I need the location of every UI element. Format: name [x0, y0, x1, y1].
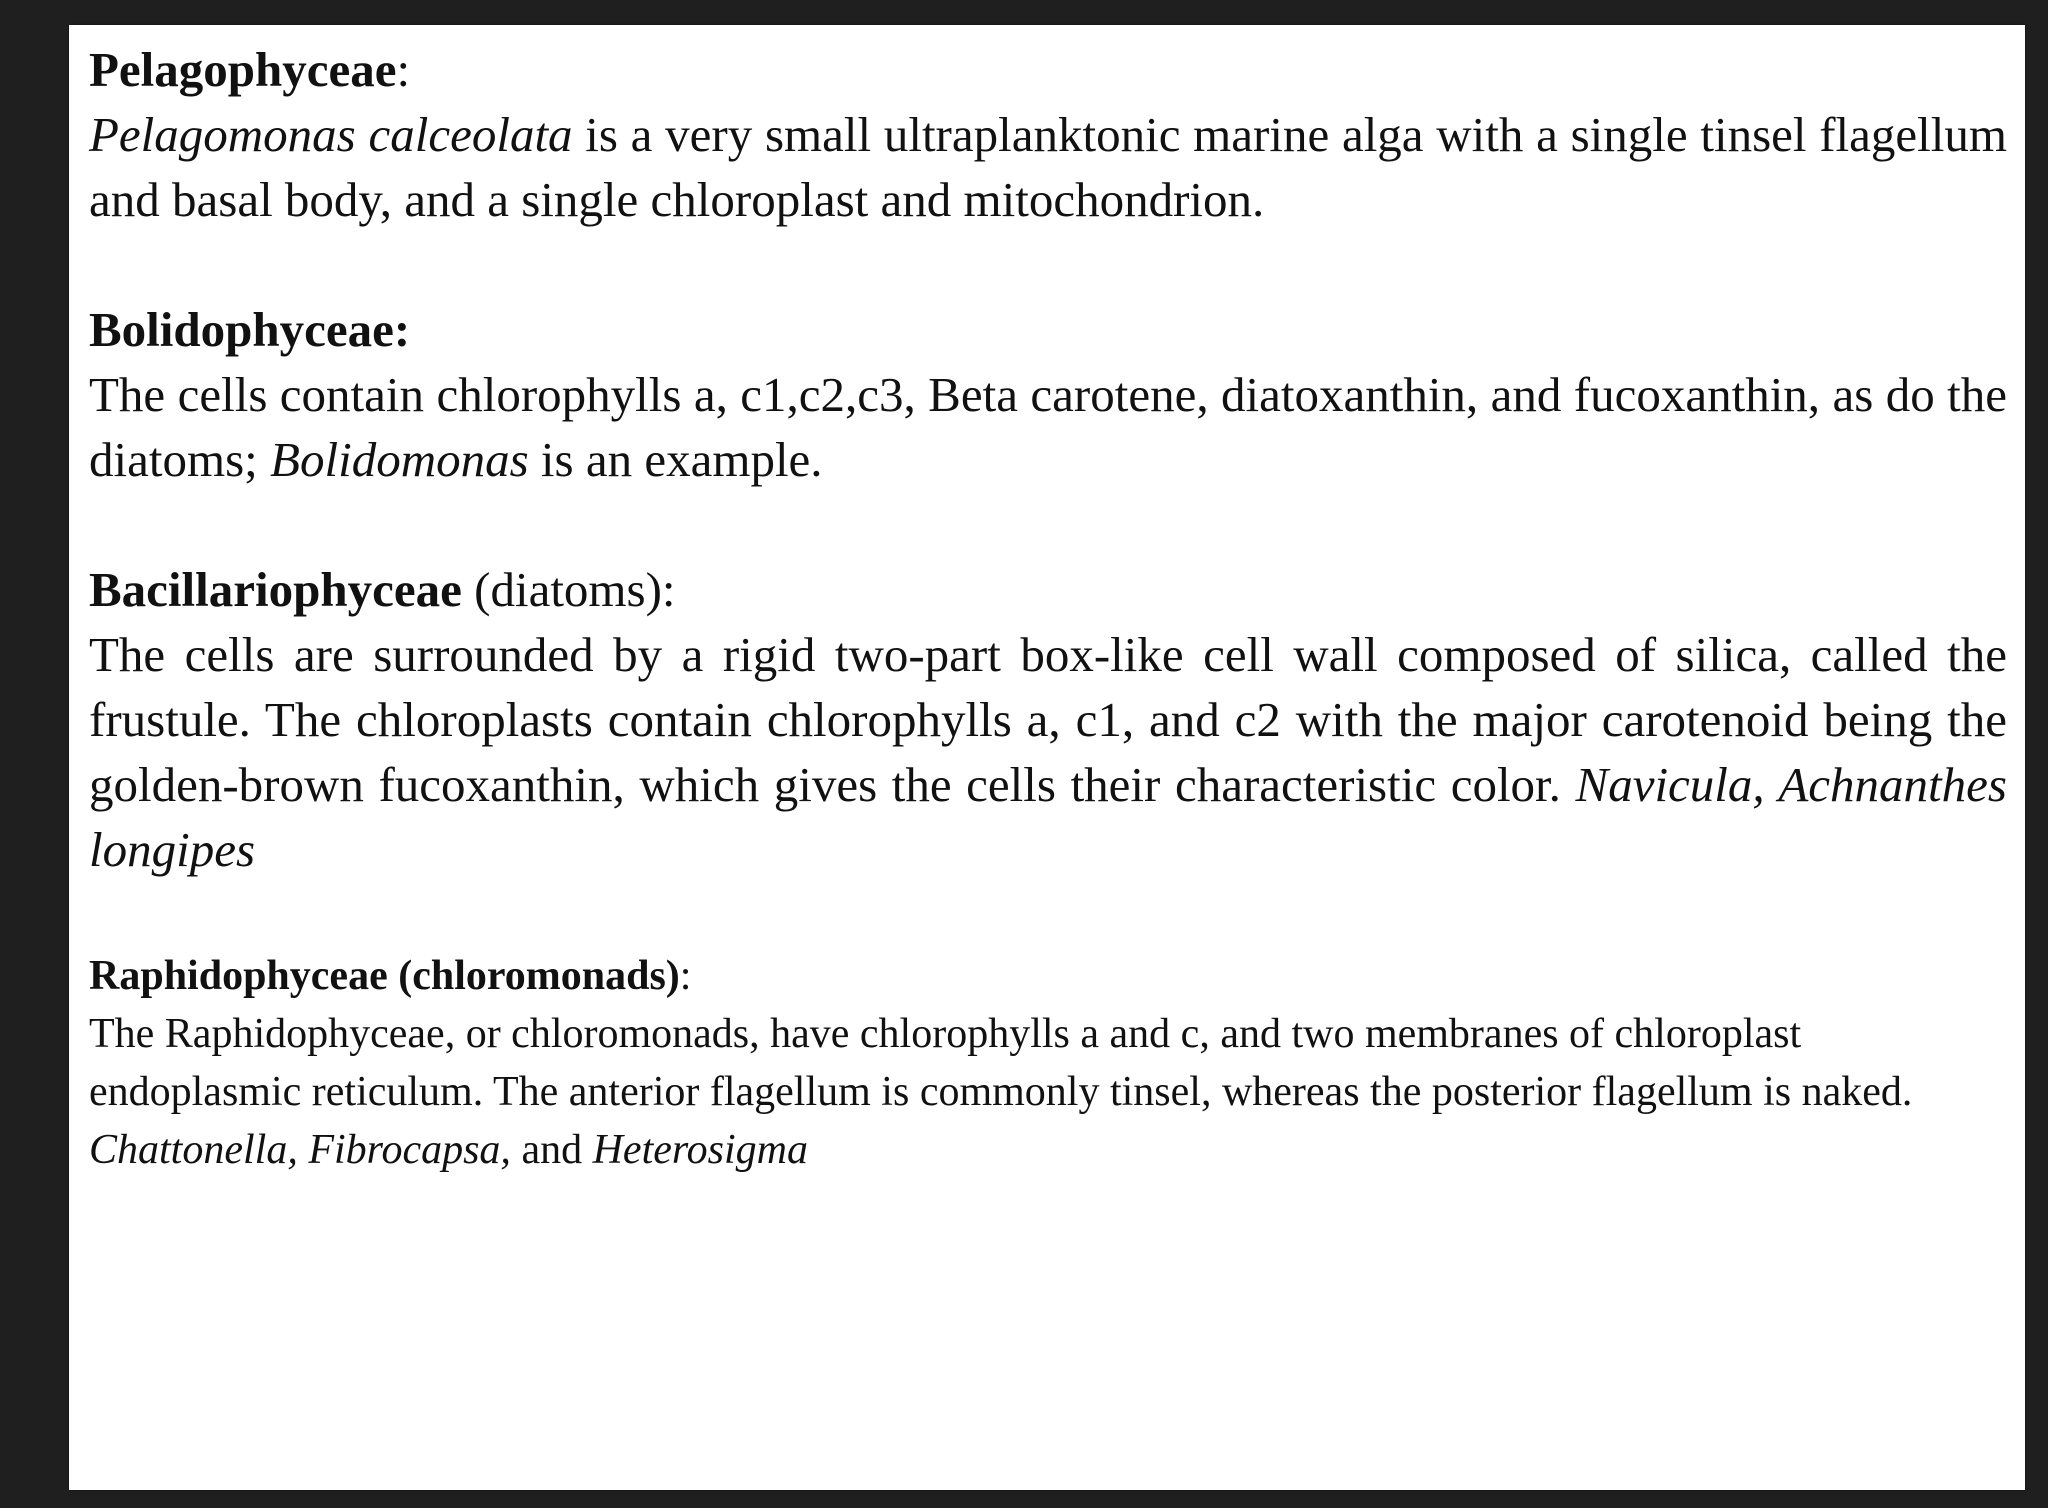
section-heading [89, 947, 2007, 1005]
document-page [69, 25, 2025, 1490]
section-heading [89, 37, 2007, 102]
section-raphidophyceae [89, 947, 2007, 1179]
species-name: Heterosigma [592, 1127, 809, 1173]
species-name: Navicula, Achnanthes longipes [89, 757, 2007, 877]
section-body [89, 1005, 2007, 1179]
body-text: The Raphidophyceae, or chloromonads, have chlorophylls a and c, and two membranes of chloroplast endoplasmic reticulum. The anterior flagellum is commonly tinsel, whereas the posterior flagellum is naked. [89, 1011, 1913, 1115]
body-text: is an example. [528, 432, 823, 487]
heading-term: Pelagophyceae [89, 42, 397, 97]
body-text: and [510, 1127, 593, 1173]
body-text: The cells contain chlorophylls a, c1,c2,c3, Beta carotene, diatoxanthin, and fucoxanthin, as do the diatoms; [89, 367, 2007, 487]
species-name: Pelagomonas calceolata [89, 107, 573, 162]
section-bacillariophyceae [89, 557, 2007, 882]
body-text: The cells are surrounded by a rigid two-part box-like cell wall composed of silica, called the frustule. The chloroplasts contain chlorophylls a, c1, and c2 with the major carotenoid being the golden-brown fucoxanthin, which gives the cells their characteristic color. [89, 627, 2007, 812]
section-body [89, 362, 2007, 492]
heading-suffix: (diatoms): [461, 562, 676, 617]
species-name: Chattonella, Fibrocapsa, [89, 1127, 511, 1173]
body-text: is a very small ultraplanktonic marine alga with a single tinsel flagellum and basal body, and a single chloroplast and mitochondrion. [89, 107, 2007, 227]
section-heading [89, 557, 2007, 622]
heading-term: Raphidophyceae (chloromonads) [89, 953, 680, 999]
heading-term: Bolidophyceae: [89, 302, 411, 357]
section-bolidophyceae [89, 297, 2007, 492]
species-name: Bolidomonas [270, 432, 529, 487]
section-heading [89, 297, 2007, 362]
section-body [89, 622, 2007, 882]
heading-suffix: : [396, 42, 411, 97]
heading-suffix: : [679, 953, 692, 999]
section-pelagophyceae [89, 37, 2007, 232]
heading-term: Bacillariophyceae [89, 562, 462, 617]
section-body [89, 102, 2007, 232]
